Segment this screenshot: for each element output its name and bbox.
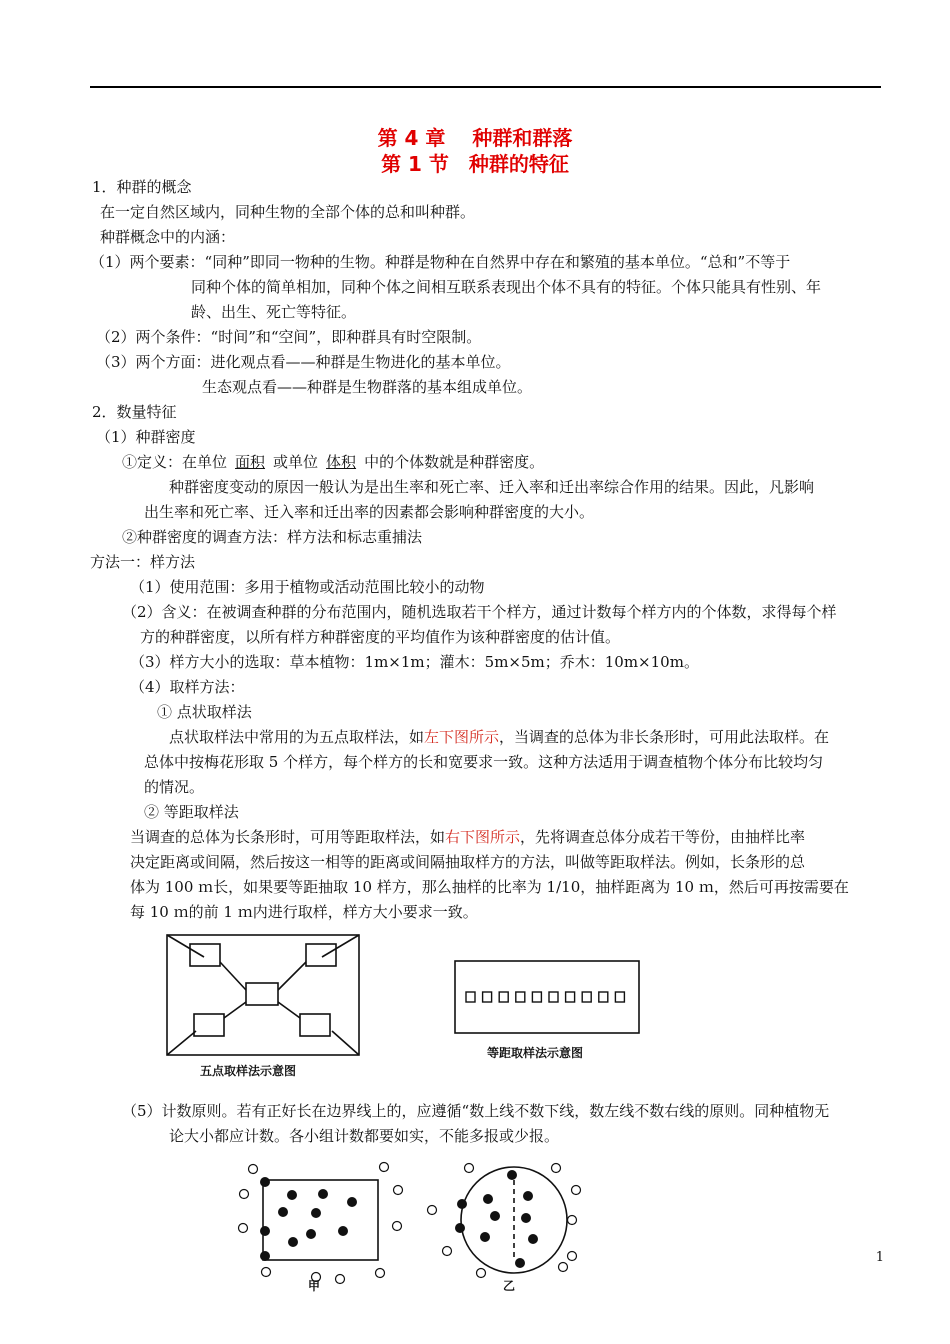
sample-box	[516, 992, 525, 1002]
concept-definition: 在一定自然区域内，同种生物的全部个体的总和叫种群。	[100, 203, 476, 221]
para-conditions: （2）两个条件：“时间”和“空间”，即种群具有时空限制。	[96, 328, 482, 346]
sample-box	[549, 992, 558, 1002]
sample-box	[615, 992, 624, 1002]
method-one: 方法一：样方法	[90, 553, 196, 571]
caption-equidistant: 等距取样法示意图	[487, 1046, 584, 1060]
density-definition: ①定义：在单位 面积 或单位 体积 中的个体数就是种群密度。	[122, 453, 545, 471]
page-number: 1	[875, 1250, 884, 1265]
chapter-title: 第 4 章 种群和群落	[377, 126, 573, 150]
equal-sampling-1: 当调查的总体为长条形时，可用等距取样法，如右下图所示，先将调查总体分成若干等份，由抽样比率	[130, 828, 806, 846]
sample-box	[466, 992, 475, 1002]
point-sampling-3: 的情况。	[144, 778, 205, 796]
sample-box	[599, 992, 608, 1002]
counting-1: （5）计数原则。若有正好长在边界线上的，应遵循“数上线不数下线，数左线不数右线的原则。同种植物无	[122, 1102, 830, 1120]
para-elements-2: 同种个体的简单相加，同种个体之间相互联系表现出个体不具有的特征。个体只能具有性别、年	[191, 278, 822, 296]
sample-size: （3）样方大小的选取：草本植物：1m×1m；灌木：5m×5m；乔木：10m×10m。	[130, 653, 699, 671]
sample-box	[483, 992, 492, 1002]
counting-diagrams	[236, 1156, 596, 1286]
sample-box	[499, 992, 508, 1002]
sub-density: （1）种群密度	[96, 428, 196, 446]
point-sampling-heading: ① 点状取样法	[157, 703, 252, 721]
sample-box	[532, 992, 541, 1002]
heading-quantity: 2．数量特征	[92, 403, 177, 421]
meaning-1: （2）含义：在被调查种群的分布范围内，随机选取若干个样方，通过计数每个样方内的个体数，求得每个样	[122, 603, 837, 621]
para-aspects-2: 生态观点看——种群是生物群落的基本组成单位。	[202, 378, 533, 396]
density-reason-1: 种群密度变动的原因一般认为是出生率和死亡率、迁入率和迁出率综合作用的结果。因此，凡影响	[169, 478, 815, 496]
five-point-diagram	[166, 934, 360, 1056]
equal-sampling-4: 每 10 ｍ的前 1 ｍ内进行取样，样方大小要求一致。	[130, 903, 478, 921]
equal-sampling-heading: ② 等距取样法	[144, 803, 239, 821]
point-sampling-2: 总体中按梅花形取 5 个样方，每个样方的长和宽要求一致。这种方法适用于调查植物个体分布比较均匀	[144, 753, 824, 771]
para-elements-1: （1）两个要素：“同种”即同一物种的生物。种群是物种在自然界中存在和繁殖的基本单位。“总和”不等于	[90, 253, 791, 271]
sample-box	[566, 992, 575, 1002]
header-rule	[90, 86, 881, 88]
density-reason-2: 出生率和死亡率、迁入率和迁出率的因素都会影响种群密度的大小。	[144, 503, 595, 521]
use-range: （1）使用范围：多用于植物或活动范围比较小的动物	[130, 578, 485, 596]
heading-concept: 1．种群的概念	[92, 178, 192, 196]
density-methods: ②种群密度的调查方法：样方法和标志重捕法	[122, 528, 423, 546]
para-elements-3: 龄、出生、死亡等特征。	[191, 303, 357, 321]
sampling-methods: （4）取样方法：	[130, 678, 245, 696]
para-aspects-1: （3）两个方面：进化观点看——种群是生物进化的基本单位。	[96, 353, 511, 371]
label-jia: 甲	[308, 1279, 321, 1293]
counting-2: 论大小都应计数。各小组计数都要如实，不能多报或少报。	[169, 1127, 560, 1145]
caption-five-point: 五点取样法示意图	[200, 1064, 297, 1078]
meaning-2: 方的种群密度，以所有样方种群密度的平均值作为该种群密度的估计值。	[140, 628, 621, 646]
equal-sampling-2: 决定距离或间隔，然后按这一相等的距离或间隔抽取样方的方法，叫做等距取样法。例如，长条形的总	[130, 853, 806, 871]
label-yi: 乙	[503, 1279, 516, 1293]
sample-box	[582, 992, 591, 1002]
section-title: 第 1 节 种群的特征	[381, 152, 569, 176]
equidistant-diagram	[454, 960, 640, 1034]
concept-sub: 种群概念中的内涵：	[100, 228, 236, 246]
equal-sampling-3: 体为 100 ｍ长，如果要等距抽取 10 样方，那么抽样的比率为 1/10，抽样距离为 10 ｍ，然后可再按需要在	[130, 878, 849, 896]
point-sampling-1: 点状取样法中常用的为五点取样法，如左下图所示，当调查的总体为非长条形时，可用此法取样。在	[169, 728, 830, 746]
